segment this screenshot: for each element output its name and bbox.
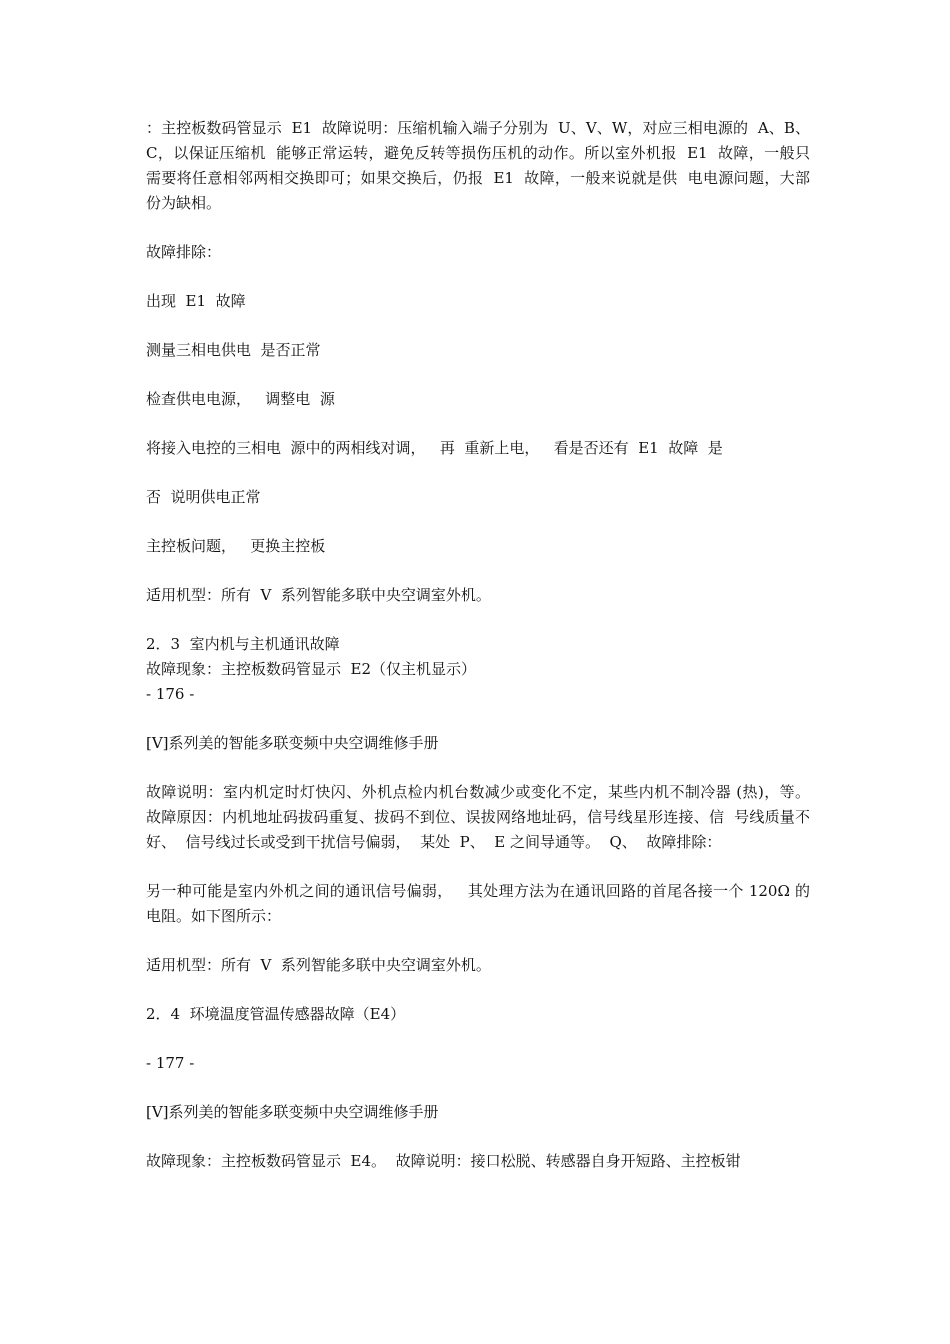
step-measure-power: 测量三相电供电 是否正常 — [146, 341, 321, 359]
step-check-power: 检查供电电源， 调整电 源 — [146, 390, 335, 408]
step-e1-fault: 出现 E1 故障 — [146, 292, 246, 310]
step-replace-board: 主控板问题， 更换主控板 — [146, 537, 326, 555]
step-power-normal: 否 说明供电正常 — [146, 488, 261, 506]
troubleshooting-heading: 故障排除： — [146, 243, 222, 261]
section-2-3-heading: 2．3 室内机与主机通讯故障 — [146, 635, 340, 653]
e4-symptom-line: 故障现象：主控板数码管显示 E4。 故障说明：接口松脱、转感器自身开短路、主控板钳 — [146, 1152, 741, 1170]
page-number-177: - 177 - — [146, 1054, 195, 1072]
e2-symptom-line: 故障现象：主控板数码管显示 E2（仅主机显示） — [146, 660, 477, 678]
step-swap-phases: 将接入电控的三相电 源中的两相线对调， 再 重新上电， 看是否还有 E1 故障 是 — [146, 439, 723, 457]
e2-explanation-paragraph: 故障说明：室内机定时灯快闪、外机点检内机台数减少或变化不定，某些内机不制冷器 (热)，等。 故障原因：内机地址码拔码重复、拔码不到位、误拔网络地址码，信号线星形连接、信 号线质量不好、 信号线过长或受到干扰信号偏弱， 某处 P、 E 之间导通等。 Q、 故障排除： — [146, 783, 820, 851]
document-page — [146, 116, 820, 1174]
manual-running-header-2: [V]系列美的智能多联变频中央空调维修手册 — [146, 1103, 439, 1121]
manual-running-header: [V]系列美的智能多联变频中央空调维修手册 — [146, 734, 439, 752]
e1-explanation-paragraph: ：主控板数码管显示 E1 故障说明：压缩机输入端子分别为 U、V、W，对应三相电源的 A、B、C，以保证压缩机 能够正常运转，避免反转等损伤压机的动作。所以室外机报 E1 故障，一般只 需要将任意相邻两相交换即可；如果交换后，仍报 E1 故障，一般来说就是供 电电源问题，大部份为缺相。 — [146, 119, 820, 212]
section-2-4-heading: 2．4 环境温度管温传感器故障（E4） — [146, 1005, 406, 1023]
applicable-models-note: 适用机型：所有 V 系列智能多联中央空调室外机。 — [146, 586, 491, 604]
weak-signal-paragraph: 另一种可能是室内外机之间的通讯信号偏弱， 其处理方法为在通讯回路的首尾各接一个 120Ω 的电阻。如下图所示： — [146, 882, 810, 925]
applicable-models-note-2: 适用机型：所有 V 系列智能多联中央空调室外机。 — [146, 956, 491, 974]
page-number-176: - 176 - — [146, 685, 195, 703]
